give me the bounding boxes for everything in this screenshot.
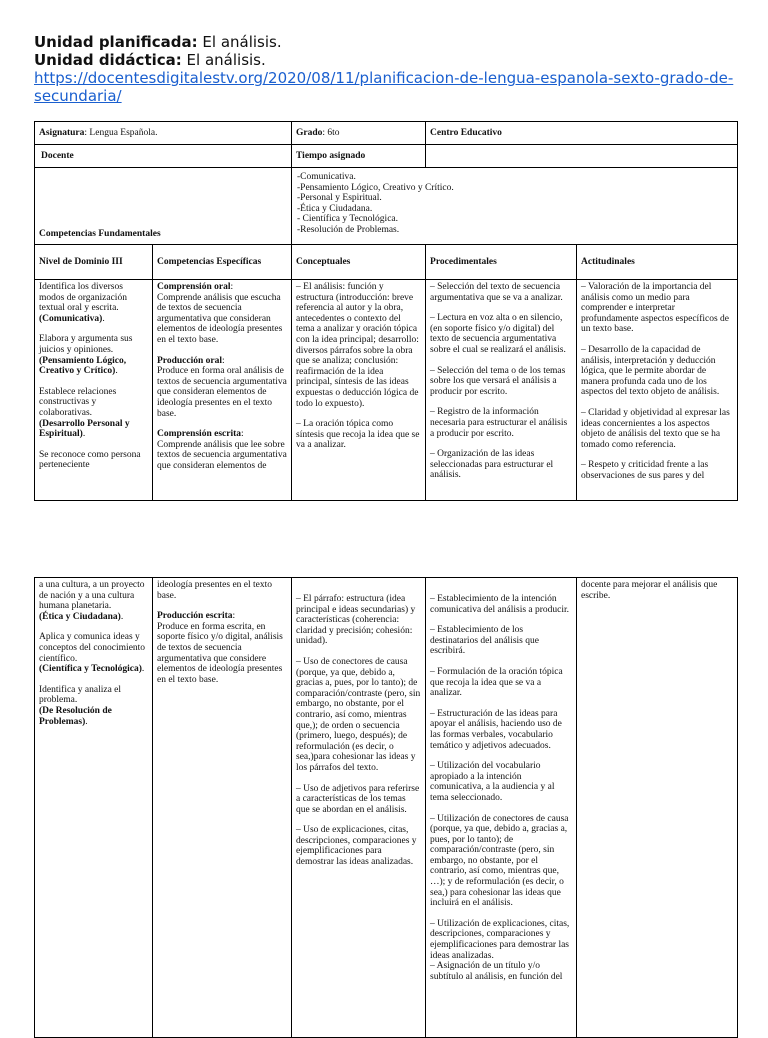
grado-cell (292, 122, 426, 145)
procedimentales-cell-p2 (426, 578, 577, 1038)
procedimental-item: – Utilización de conectores de causa (porque, ya que, debido a, gracias a, pues, por lo tanto); de comparación/contraste (pero, sin embargo, no obstante, por el contrario, así como, mientras que, …); y de reformulación (es decir, o sea,) para cohesionar las ideas que incluirá en el análisis. (430, 813, 569, 909)
grado-label: Grado (296, 127, 323, 138)
unidad-didactica (34, 51, 734, 69)
unidad-planificada-value: El análisis. (197, 33, 282, 51)
conceptual-item: – El párrafo: estructura (idea principal e ideas secundarias) y características (coherencia: claridad y precisión; cohesión: unidad). (296, 594, 416, 647)
competencia-especifica-text: Produce en forma oral análisis de textos de secuencia argumentativa que consideran elementos de ideología presentes en el texto base. (157, 366, 287, 419)
procedimental-item: – Establecimiento de los destinatarios del análisis que escribirá. (430, 625, 539, 657)
nivel-competence: (Desarrollo Personal y Espiritual). (39, 418, 130, 440)
col-header-conceptuales: Conceptuales (292, 245, 426, 280)
procedimental-item: – Establecimiento de la intención comunicativa del análisis a producir. (430, 594, 570, 615)
nivel-cell-p2 (35, 578, 153, 1038)
centro-educativo-label: Centro Educativo (426, 122, 738, 145)
conceptuales-cell-p2 (292, 578, 426, 1038)
competencia-especifica-heading: Producción oral (157, 355, 223, 366)
nivel-cell-p1 (35, 280, 153, 501)
source-link[interactable]: https://docentesdigitalestv.org/2020/08/11/planificacion-de-lengua-espanola-sexto-grado-de-secundaria/ (34, 69, 734, 105)
nivel-competence: (Científica y Tecnológica). (39, 664, 145, 675)
nivel-text: Aplica y comunica ideas y conceptos del conocimiento científico. (39, 632, 146, 664)
col-header-nivel: Nivel de Dominio III (35, 245, 153, 280)
competencia-item: - Científica y Tecnológica. (297, 214, 398, 225)
competencia-item: -Pensamiento Lógico, Creativo y Crítico. (297, 182, 454, 193)
actitudinal-item: – Desarrollo de la capacidad de análisis, interpretación y deducción lógica, que le permite abordar de manera profunda cada uno de los aspectos del texto objeto de análisis. (581, 344, 720, 398)
procedimental-item: – Registro de la información necesaria para estructurar el análisis a producir por escrito. (430, 407, 568, 439)
competencia-especifica-heading: Comprensión escrita (157, 429, 241, 440)
competencia-especifica-text: ideología presentes en el texto base. (157, 580, 273, 601)
competencia-item: -Ética y Ciudadana. (297, 203, 373, 214)
tiempo-asignado-value (426, 145, 738, 168)
competencia-especifica-text: Produce en forma escrita, en soporte físico y/o digital, análisis de textos de secuencia argumentativa que considere elementos de ideología presentes en el texto base. (157, 621, 283, 685)
conceptual-item: – Uso de adjetivos para referirse a características de los temas que se abordan en el análisis. (296, 783, 420, 815)
nivel-text: Establece relaciones constructivas y colaborativas. (39, 386, 117, 418)
col-header-actitudinales: Actitudinales (577, 245, 738, 280)
conceptual-item: – Uso de conectores de causa (porque, ya que, debido a, gracias a, pues, por lo tanto); de comparación/contraste (pero, sin embargo, no obstante, por el contrario, así como, mientras que,); de orden o secuencia (primero, luego, después); de reformulación (es decir, o sea,)para cohesionar las ideas y los párrafos del texto. (296, 656, 421, 773)
nivel-competence: (Pensamiento Lógico, Creativo y Crítico). (39, 355, 127, 377)
tiempo-asignado-label: Tiempo asignado (292, 145, 426, 168)
nivel-text: a una cultura, a un proyecto de nación y a una cultura humana planetaria. (39, 580, 145, 612)
conceptual-item: – Uso de explicaciones, citas, descripciones, comparaciones y ejemplificaciones para demostrar las ideas analizadas. (296, 825, 417, 868)
unidad-didactica-value: El análisis. (181, 51, 266, 69)
conceptuales-cell-p1 (292, 280, 426, 501)
nivel-text: Identifica los diversos modos de organización textual oral y escrita. (39, 282, 127, 314)
nivel-competence: (Ética y Ciudadana). (39, 611, 124, 622)
planning-table-page1 (34, 121, 738, 501)
grado-value: : 6to (322, 127, 340, 138)
nivel-text: Elabora y argumenta sus juicios y opiniones. (39, 334, 133, 355)
actitudinal-item: docente para mejorar el análisis que escribe. (581, 580, 718, 601)
unidad-planificada-label: Unidad planificada: (34, 33, 198, 51)
nivel-text: Identifica y analiza el problema. (39, 684, 122, 706)
col-header-especificas: Competencias Específicas (153, 245, 292, 280)
procedimental-item: – Formulación de la oración tópica que recoja la idea que se va a analizar. (430, 666, 563, 699)
actitudinales-cell-p1 (577, 280, 738, 501)
procedimentales-cell-p1 (426, 280, 577, 501)
asignatura-label: Asignatura (39, 127, 85, 138)
competencia-item: -Resolución de Problemas. (297, 224, 400, 235)
procedimental-item: – Lectura en voz alta o en silencio, (en soporte físico y/o digital) del texto de secuencia argumentativa sobre el cual se realizará el análisis. (430, 313, 566, 355)
unidad-planificada (34, 33, 734, 51)
actitudinal-item: – Claridad y objetividad al expresar las ideas concernientes a los aspectos objeto de análisis del texto que se ha tomado como referencia. (581, 407, 730, 450)
competencia-especifica-heading: Comprensión oral (157, 282, 231, 292)
col-header-procedimentales: Procedimentales (426, 245, 577, 280)
procedimental-item: – Utilización del vocabulario apropiado a la intención comunicativa, a la audiencia y al tema seleccionado. (430, 761, 555, 803)
procedimental-item: – Selección del tema o de los temas sobre los que versará el análisis a producir por escrito. (430, 365, 566, 397)
docente-label: Docente (35, 145, 292, 168)
asignatura-value: : Lengua Española. (84, 127, 158, 138)
nivel-competence: (Comunicativa). (39, 313, 105, 324)
nivel-text: Se reconoce como persona perteneciente (39, 449, 141, 471)
procedimental-item: – Organización de las ideas seleccionadas para estructurar el análisis. (430, 449, 554, 481)
competencia-item: -Comunicativa. (297, 172, 356, 182)
competencia-especifica-text: Comprende análisis que lee sobre textos de secuencia argumentativa que consideran elementos de (157, 439, 287, 471)
unidad-didactica-label: Unidad didáctica: (34, 51, 182, 69)
procedimental-item: – Estructuración de las ideas para apoyar el análisis, haciendo uso de las formas verbales, vocabulario temático y adjetivos adecuados. (430, 708, 562, 751)
actitudinales-cell-p2 (577, 578, 738, 1038)
asignatura-cell (35, 122, 292, 145)
procedimental-item: – Selección del texto de secuencia argumentativa que se va a analizar. (430, 282, 563, 303)
nivel-competence: (De Resolución de Problemas). (39, 705, 112, 727)
actitudinal-item: – Valoración de la importancia del análisis como un medio para comprender e interpretar profundamente aspectos específicos de un texto base. (581, 282, 729, 335)
especificas-cell-p2: ideología presentes en el texto base. Producción escrita: Produce en forma escrita, en soporte físico y/o digital, análisis de textos de secuencia argumentativa que considere elementos de ideología presentes en el texto base. (153, 578, 292, 1038)
procedimental-item: – Utilización de explicaciones, citas, descripciones, comparaciones y ejemplificaciones para demostrar las ideas analizadas. (430, 918, 570, 961)
competencia-especifica-text: Comprende análisis que escucha de textos de secuencia argumentativa que consideran elementos de ideología presentes en el texto base. (157, 292, 283, 345)
procedimental-item: – Asignación de un título y/o subtítulo al análisis, en función del (430, 961, 563, 982)
competencias-fundamentales-label: Competencias Fundamentales (35, 168, 292, 245)
competencia-item: -Personal y Espiritual. (297, 193, 382, 204)
actitudinal-item: – Respeto y criticidad frente a las observaciones de sus pares y del (581, 460, 709, 481)
especificas-cell-p1: Comprensión oral: Comprende análisis que escucha de textos de secuencia argumentativa que consideran elementos de ideología presentes en el texto base. Producción oral: Produce en forma oral análisis de textos de secuencia argumentativa que consideran elementos de ideología presentes en el texto base. Comprensión escrita: Comprende análisis que lee sobre textos de secuencia argumentativa que consideran elementos de (153, 280, 292, 501)
document-header (34, 33, 734, 105)
planning-table-page2 (34, 577, 738, 1038)
conceptual-item: – El análisis: función y estructura (introducción: breve referencia al autor y la obra, antecedentes o contexto del tema a analizar y oración tópica con la idea principal; desarrollo: diversos párrafos sobre la obra que se analiza; conclusión: reafirmación de la idea principal, síntesis de las ideas expuestas o deducción lógica de todo lo expuesto). (296, 282, 419, 409)
competencia-especifica-heading: Producción escrita (157, 611, 233, 622)
competencias-list (292, 168, 738, 245)
conceptual-item: – La oración tópica como síntesis que recoja la idea que se va a analizar. (296, 419, 420, 451)
